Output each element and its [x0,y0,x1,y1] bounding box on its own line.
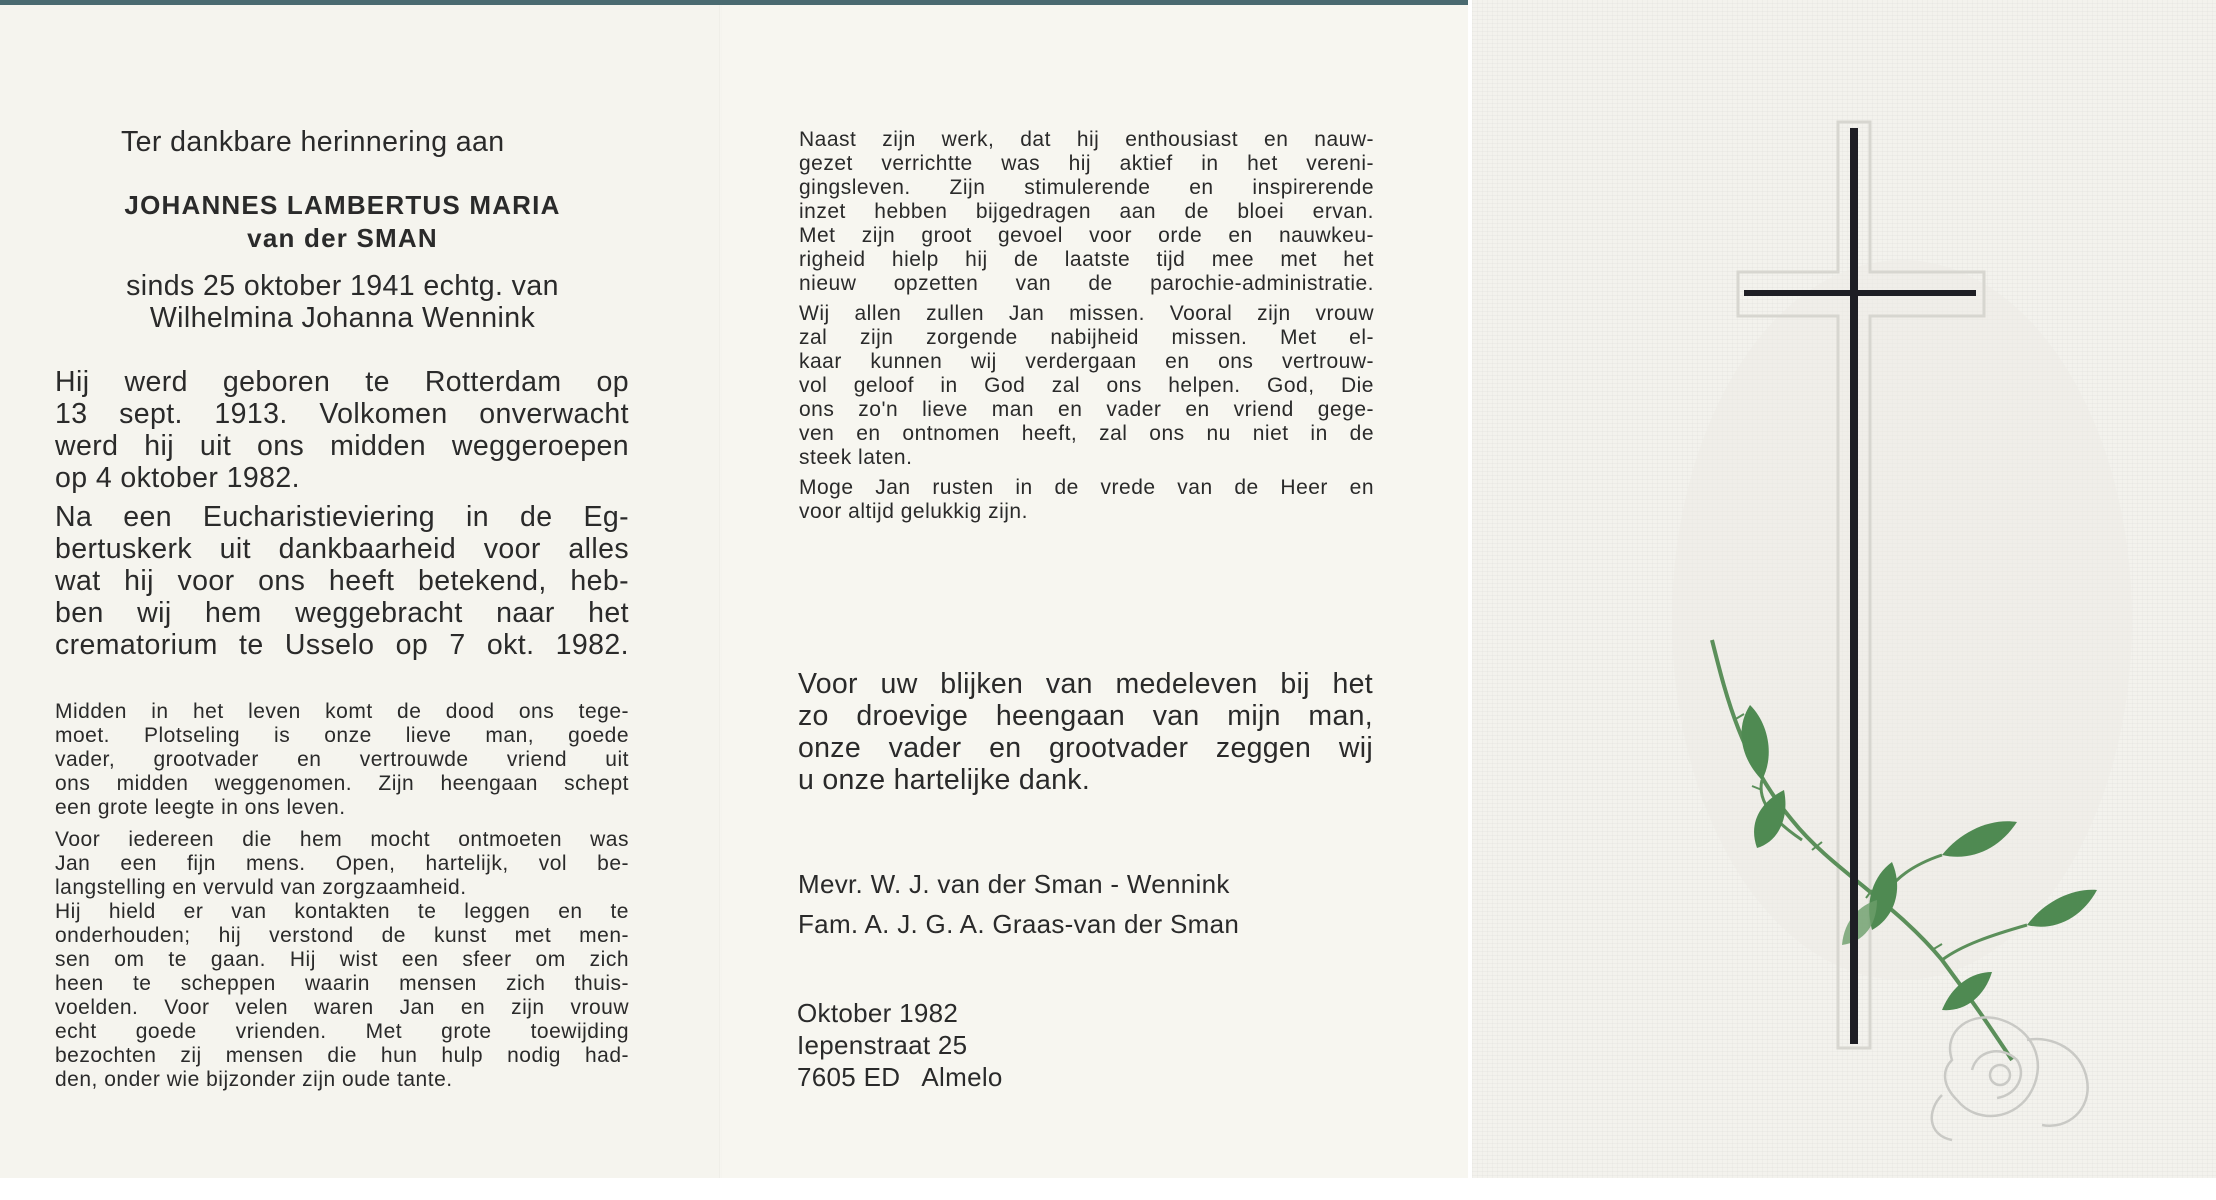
text-line: Wij allen zullen Jan missen. Vooral zijn vrouw [799,302,1374,325]
marriage-line2: Wilhelmina Johanna Wennink [149,302,536,334]
text-line: inzet hebben bijgedragen aan de bloei ervan. [799,200,1374,223]
text-line: righeid hielp hij de laatste tijd mee met het [799,248,1374,271]
thanks-line: zo droevige heengaan van mijn man, [798,700,1373,732]
thanks-line: Voor uw blijken van medeleven bij het [798,668,1373,700]
text-line: echt goede vrienden. Met grote toewijding [55,1020,629,1043]
thanks-line: u onze hartelijke dank. [798,764,1091,796]
bio-p2-line: ben wij hem weggebracht naar het [55,597,629,629]
address-line-1: Iepenstraat 25 [797,1030,968,1060]
bio-p2-line: crematorium te Usselo op 7 okt. 1982. [55,629,629,661]
intro-text: Ter dankbare herinnering aan [121,126,505,158]
text-line: ven en ontnomen heeft, zal ons nu niet in de [799,422,1374,445]
text-line: Voor iedereen die hem mocht ontmoeten was [55,828,629,851]
text-line: gezet verrichtte was hij aktief in het vereni- [799,152,1374,175]
bio-p1-line: werd hij uit ons midden weggeroepen [55,430,629,462]
bio-p2-line: bertuskerk uit dankbaarheid voor alles [55,533,629,565]
deceased-name-line2: van der SMAN [247,223,438,253]
deceased-name-line1: JOHANNES LAMBERTUS MARIA [124,190,561,220]
text-line: onderhouden; hij verstond de kunst met men- [55,924,629,947]
text-line: zal zijn zorgende nabijheid missen. Met el- [799,326,1374,349]
memorial-text-paragraph-1 [55,700,629,820]
text-line: voor altijd gelukkig zijn. [799,500,1028,523]
text-line: vader, grootvader en vertrouwde vriend uit [55,748,629,771]
date-line: Oktober 1982 [797,998,959,1028]
text-line: Moge Jan rusten in de vrede van de Heer en [799,476,1374,499]
middle-text-paragraph-3 [799,476,1374,524]
text-line: steek laten. [799,446,913,469]
bio-p1-line: op 4 oktober 1982. [55,462,300,494]
text-line: Jan een fijn mens. Open, hartelijk, vol be- [55,852,629,875]
thanks-paragraph [798,668,1373,796]
text-line: Midden in het leven komt de dood ons tege- [55,700,629,723]
middle-text-paragraph-1 [799,128,1374,296]
family-line-1: Mevr. W. J. van der Sman - Wennink [798,869,1230,899]
middle-text-paragraph-2 [799,302,1374,470]
text-line: sen om te gaan. Hij wist een sfeer om zich [55,948,629,971]
text-line: kaar kunnen wij verdergaan en ons vertrouw- [799,350,1374,373]
text-line: een grote leegte in ons leven. [55,796,346,819]
text-line: bezochten zij mensen die hun hulp nodig had- [55,1044,629,1067]
scan-bottom-margin [0,1178,2216,1200]
text-line: Met zijn groot gevoel voor orde en nauwkeu- [799,224,1374,247]
cover-illustration [1472,0,2216,1184]
thanks-line: onze vader en grootvader zeggen wij [798,732,1373,764]
bio-p1-line: 13 sept. 1913. Volkomen onverwacht [55,398,629,430]
bio-p2-line: wat hij voor ons heeft betekend, heb- [55,565,629,597]
right-page-cover [1472,0,2216,1184]
biography-paragraph-2 [55,501,629,661]
text-line: nieuw opzetten van de parochie-administratie. [799,272,1374,295]
text-line: langstelling en vervuld van zorgzaamheid. [55,876,467,899]
text-line: voelden. Voor velen waren Jan en zijn vrouw [55,996,629,1019]
memorial-text-paragraph-2 [55,828,629,1092]
text-line: Naast zijn werk, dat hij enthousiast en nauw- [799,128,1374,151]
bio-p2-line: Na een Eucharistieviering in de Eg- [55,501,629,533]
marriage-line1: sinds 25 oktober 1941 echtg. van [126,270,559,302]
text-line: gingsleven. Zijn stimulerende en inspirerende [799,176,1374,199]
text-line: ons zo'n lieve man en vader en vriend gege- [799,398,1374,421]
text-line: moet. Plotseling is onze lieve man, goede [55,724,629,747]
text-line: vol geloof in God zal ons helpen. God, Die [799,374,1374,397]
family-line-2: Fam. A. J. G. A. Graas-van der Sman [798,909,1240,939]
text-line: Hij hield er van kontakten te leggen en te [55,900,629,923]
address-line-2: 7605 ED Almelo [797,1062,1003,1092]
text-line: heen te scheppen waarin mensen zich thuis- [55,972,629,995]
bio-p1-line: Hij werd geboren te Rotterdam op [55,366,629,398]
text-line: den, onder wie bijzonder zijn oude tante. [55,1068,453,1091]
text-line: ons midden weggenomen. Zijn heengaan schept [55,772,629,795]
biography-paragraph-1 [55,366,629,494]
